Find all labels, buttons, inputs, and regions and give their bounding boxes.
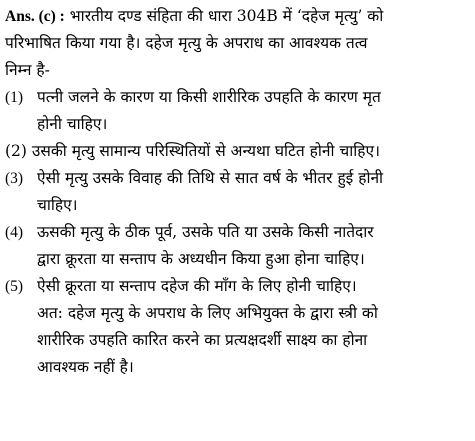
list-item-line: शारीरिक उपहति कारित करने का प्रत्यक्षदर्शी साक्ष्य का होना: [37, 331, 368, 349]
list-item-number: (1): [5, 89, 24, 106]
list-item-line: द्वारा क्रूरता या सन्ताप के अध्यधीन किया हुआ होना चाहिए।: [37, 250, 365, 268]
list-item-text: [37, 273, 465, 381]
list-item-number: (4): [5, 224, 24, 241]
list-item-3: [5, 165, 465, 219]
answer-label: Ans. (c) :: [5, 8, 65, 25]
list-item-number: (5): [5, 278, 24, 295]
list-item-line: ऐसी क्रूरता या सन्ताप दहेज की माँग के लिए होनी चाहिए।: [37, 277, 357, 295]
list-item-5: [5, 273, 465, 381]
list-item-number: (3): [5, 170, 24, 187]
intro-text-1: भारतीय दण्ड संहिता की धारा 304B में ‘दहेज मृत्यु’ को: [69, 7, 384, 25]
list-item-line: होनी चाहिए।: [37, 115, 108, 133]
list-item-line: (2) उसकी मृत्यु सामान्य परिस्थितियों से अन्यथा घटित होनी चाहिए।: [5, 142, 380, 160]
list-item-4: [5, 219, 465, 273]
list-item-1: [5, 84, 465, 138]
list-item-line: अत: दहेज मृत्यु के अपराध के लिए अभियुक्त के द्वारा स्त्री को: [37, 304, 378, 322]
list-item-line: ऐसी मृत्यु उसके विवाह की तिथि से सात वर्ष के भीतर हुई होनी: [37, 169, 384, 187]
intro-line-2: परिभाषित किया गया है। दहेज मृत्यु के अपराध का आवश्यक तत्व: [5, 34, 368, 52]
list-item-line: आवश्यक नहीं है।: [37, 358, 134, 376]
list-item-line: पत्नी जलने के कारण या किसी शारीरिक उपहति के कारण मृत: [37, 88, 381, 106]
list-item-text: [37, 219, 465, 273]
intro-line-1: [5, 3, 465, 30]
list-item-text: [37, 84, 465, 138]
list-item-line: चाहिए।: [37, 196, 78, 214]
list-item-text: [37, 165, 465, 219]
list-item-line: ऊसकी मृत्यु के ठीक पूर्व, उसके पति या उसके किसी नातेदार: [37, 223, 374, 241]
list-item-2: [5, 138, 465, 165]
intro-line-3: निम्न है-: [5, 61, 50, 79]
